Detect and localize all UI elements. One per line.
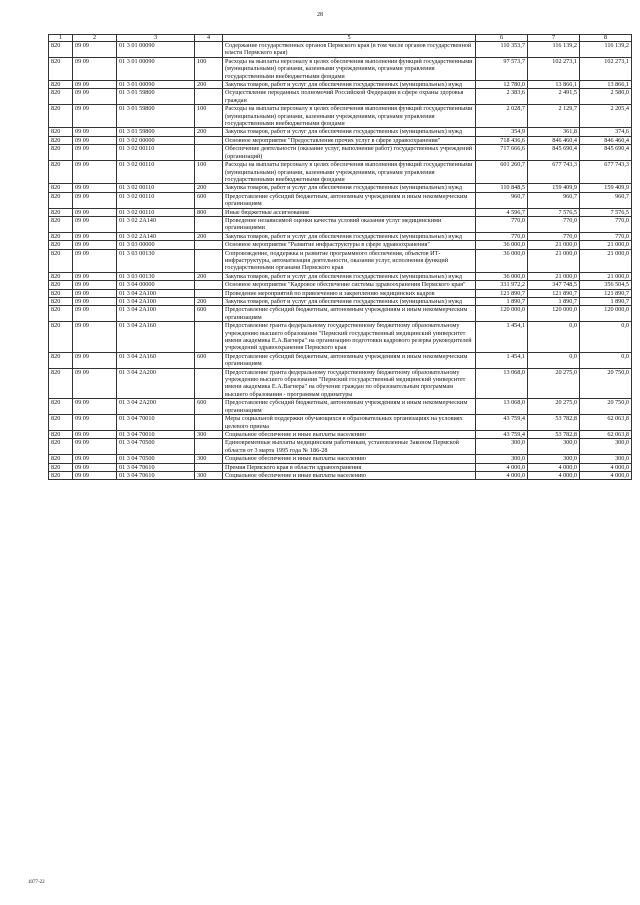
expense-type-cell [195, 249, 223, 272]
section-code-cell: 09 09 [73, 208, 117, 216]
amount-year1-cell: 110 848,5 [476, 184, 528, 192]
amount-year1-cell: 1 454,1 [476, 352, 528, 368]
description-cell: Закупка товаров, работ и услуг для обеспечения государственных (муниципальных) нужд [223, 184, 476, 192]
description-cell: Предоставление субсидий бюджетным, автономным учреждениям и иным некоммерческим организациям [223, 306, 476, 322]
ministry-code-cell: 820 [49, 306, 73, 322]
amount-year2-cell: 770,0 [528, 216, 580, 232]
amount-year2-cell: 2 129,7 [528, 105, 580, 128]
expense-type-cell [195, 281, 223, 289]
target-article-cell: 01 3 04 70500 [117, 455, 195, 463]
amount-year3-cell: 62 063,8 [580, 415, 632, 431]
amount-year2-cell: 20 275,0 [528, 399, 580, 415]
amount-year3-cell: 356 504,5 [580, 281, 632, 289]
expense-type-cell [195, 368, 223, 399]
target-article-cell: 01 3 04 70010 [117, 415, 195, 431]
amount-year1-cell: 331 972,2 [476, 281, 528, 289]
target-article-cell: 01 3 02 2А140 [117, 216, 195, 232]
target-article-cell: 01 3 01 00090 [117, 81, 195, 89]
amount-year1-cell: 770,0 [476, 232, 528, 240]
target-article-cell: 01 3 01 59800 [117, 89, 195, 105]
section-code-cell: 09 09 [73, 81, 117, 89]
description-cell: Предоставление субсидий бюджетным, автономным учреждениям и иным некоммерческим организациям [223, 192, 476, 208]
expense-type-cell: 600 [195, 352, 223, 368]
description-cell: Основное мероприятие "Кадровое обеспечение системы здравоохранения Пермского края" [223, 281, 476, 289]
expense-type-cell: 600 [195, 192, 223, 208]
target-article-cell: 01 3 01 00090 [117, 57, 195, 80]
amount-year3-cell: 960,7 [580, 192, 632, 208]
ministry-code-cell: 820 [49, 298, 73, 306]
table-row [49, 161, 632, 184]
section-code-cell: 09 09 [73, 322, 117, 353]
section-code-cell: 09 09 [73, 145, 117, 161]
amount-year2-cell: 21 000,0 [528, 272, 580, 280]
ministry-code-cell: 820 [49, 281, 73, 289]
amount-year2-cell: 21 000,0 [528, 241, 580, 249]
amount-year2-cell: 21 000,0 [528, 249, 580, 272]
ministry-code-cell: 820 [49, 471, 73, 479]
description-cell: Закупка товаров, работ и услуг для обеспечения государственных (муниципальных) нужд [223, 128, 476, 136]
description-cell: Закупка товаров, работ и услуг для обеспечения государственных (муниципальных) нужд [223, 232, 476, 240]
amount-year2-cell: 960,7 [528, 192, 580, 208]
section-code-cell: 09 09 [73, 105, 117, 128]
table-row [49, 298, 632, 306]
expense-type-cell [195, 322, 223, 353]
table-row [49, 415, 632, 431]
amount-year2-cell: 361,8 [528, 128, 580, 136]
table-row [49, 232, 632, 240]
amount-year1-cell: 121 890,7 [476, 289, 528, 297]
amount-year2-cell: 1 890,7 [528, 298, 580, 306]
ministry-code-cell: 820 [49, 399, 73, 415]
expense-type-cell: 200 [195, 184, 223, 192]
amount-year3-cell: 7 576,5 [580, 208, 632, 216]
table-row [49, 352, 632, 368]
amount-year3-cell: 300,0 [580, 455, 632, 463]
amount-year3-cell: 20 750,0 [580, 399, 632, 415]
section-code-cell: 09 09 [73, 399, 117, 415]
amount-year1-cell: 43 759,4 [476, 415, 528, 431]
ministry-code-cell: 820 [49, 232, 73, 240]
column-header: 7 [528, 35, 580, 42]
expense-type-cell: 600 [195, 399, 223, 415]
ministry-code-cell: 820 [49, 105, 73, 128]
description-cell: Расходы на выплаты персоналу в целях обеспечения выполнения функций государственными (муниципальными) органами, казенными учреждениями, органами управления государственными внебюджетными фондами [223, 105, 476, 128]
amount-year2-cell: 0,0 [528, 352, 580, 368]
target-article-cell: 01 3 03 00000 [117, 241, 195, 249]
table-row [49, 81, 632, 89]
description-cell: Закупка товаров, работ и услуг для обеспечения государственных (муниципальных) нужд [223, 298, 476, 306]
amount-year3-cell: 677 743,3 [580, 161, 632, 184]
amount-year3-cell: 21 000,0 [580, 272, 632, 280]
table-row [49, 368, 632, 399]
amount-year1-cell: 4 000,0 [476, 463, 528, 471]
target-article-cell: 01 3 02 00110 [117, 161, 195, 184]
amount-year3-cell: 845 690,4 [580, 145, 632, 161]
amount-year2-cell: 7 576,5 [528, 208, 580, 216]
description-cell: Расходы на выплаты персоналу в целях обеспечения выполнения функций государственными (муниципальными) органами, казенными учреждениями, органами управления государственными внебюджетными фондами [223, 161, 476, 184]
ministry-code-cell: 820 [49, 463, 73, 471]
ministry-code-cell: 820 [49, 430, 73, 438]
expense-type-cell [195, 42, 223, 58]
expense-type-cell: 200 [195, 128, 223, 136]
ministry-code-cell: 820 [49, 161, 73, 184]
section-code-cell: 09 09 [73, 368, 117, 399]
column-header: 8 [580, 35, 632, 42]
expense-type-cell [195, 415, 223, 431]
footer-code: 1077-22 [28, 880, 45, 885]
amount-year3-cell: 374,6 [580, 128, 632, 136]
amount-year3-cell: 159 409,9 [580, 184, 632, 192]
ministry-code-cell: 820 [49, 57, 73, 80]
description-cell: Предоставление субсидий бюджетным, автономным учреждениям и иным некоммерческим организациям [223, 399, 476, 415]
amount-year2-cell: 159 409,9 [528, 184, 580, 192]
expense-type-cell: 800 [195, 208, 223, 216]
ministry-code-cell: 820 [49, 145, 73, 161]
column-header: 6 [476, 35, 528, 42]
budget-table [48, 34, 632, 480]
column-header: 2 [73, 35, 117, 42]
description-cell: Премия Пермского края в области здравоохранения [223, 463, 476, 471]
column-header: 5 [223, 35, 476, 42]
amount-year2-cell: 120 000,0 [528, 306, 580, 322]
target-article-cell: 01 3 04 70610 [117, 463, 195, 471]
amount-year3-cell: 120 000,0 [580, 306, 632, 322]
section-code-cell: 09 09 [73, 216, 117, 232]
section-code-cell: 09 09 [73, 128, 117, 136]
amount-year3-cell: 770,0 [580, 216, 632, 232]
description-cell: Социальное обеспечение и иные выплаты населению [223, 430, 476, 438]
amount-year1-cell: 300,0 [476, 439, 528, 455]
expense-type-cell [195, 463, 223, 471]
target-article-cell: 01 3 03 00130 [117, 249, 195, 272]
section-code-cell: 09 09 [73, 281, 117, 289]
amount-year2-cell: 845 690,4 [528, 145, 580, 161]
description-cell: Сопровождение, поддержка и развитие программного обеспечения, объектов ИТ-инфраструктуры, автоматизация деятельности, оказания услуг, исполнения функций государственными органами Пермского края [223, 249, 476, 272]
section-code-cell: 09 09 [73, 415, 117, 431]
section-code-cell: 09 09 [73, 298, 117, 306]
amount-year3-cell: 0,0 [580, 322, 632, 353]
description-cell: Содержание государственных органов Пермского края (в том числе органов государственной власти Пермского края) [223, 42, 476, 58]
table-row [49, 455, 632, 463]
description-cell: Предоставление гранта федеральному государственному бюджетному образовательному учреждению высшего образования "Пермский государственный медицинский университет имени академика Е.А.Вагнера" на организацию подготовки кадрового резерва руководителей учреждений здравоохранения Пермского края [223, 322, 476, 353]
target-article-cell: 01 3 04 2А100 [117, 306, 195, 322]
section-code-cell: 09 09 [73, 57, 117, 80]
section-code-cell: 09 09 [73, 439, 117, 455]
description-cell: Социальное обеспечение и иные выплаты населению [223, 455, 476, 463]
table-row [49, 322, 632, 353]
expense-type-cell: 100 [195, 105, 223, 128]
expense-type-cell: 100 [195, 57, 223, 80]
section-code-cell: 09 09 [73, 249, 117, 272]
table-row [49, 184, 632, 192]
column-header: 3 [117, 35, 195, 42]
amount-year2-cell: 53 782,8 [528, 430, 580, 438]
amount-year2-cell: 13 866,1 [528, 81, 580, 89]
amount-year1-cell: 4 596,7 [476, 208, 528, 216]
amount-year2-cell: 4 000,0 [528, 463, 580, 471]
table-row [49, 430, 632, 438]
ministry-code-cell: 820 [49, 272, 73, 280]
expense-type-cell: 200 [195, 272, 223, 280]
amount-year3-cell: 102 273,1 [580, 57, 632, 80]
ministry-code-cell: 820 [49, 352, 73, 368]
amount-year1-cell: 770,0 [476, 216, 528, 232]
amount-year3-cell: 1 890,7 [580, 298, 632, 306]
amount-year2-cell: 770,0 [528, 232, 580, 240]
amount-year1-cell: 97 573,7 [476, 57, 528, 80]
description-cell: Единовременные выплаты медицинским работникам, установленные Законом Пермской области от 3 марта 1995 года № 186-28 [223, 439, 476, 455]
page-number: 28 [317, 12, 323, 18]
section-code-cell: 09 09 [73, 42, 117, 58]
table-row [49, 272, 632, 280]
target-article-cell: 01 3 02 00110 [117, 145, 195, 161]
ministry-code-cell: 820 [49, 249, 73, 272]
table-row [49, 471, 632, 479]
amount-year3-cell: 116 139,2 [580, 42, 632, 58]
section-code-cell: 09 09 [73, 232, 117, 240]
ministry-code-cell: 820 [49, 128, 73, 136]
target-article-cell: 01 3 04 2А100 [117, 289, 195, 297]
column-header: 1 [49, 35, 73, 42]
amount-year1-cell: 110 353,7 [476, 42, 528, 58]
target-article-cell: 01 3 01 00090 [117, 42, 195, 58]
amount-year2-cell: 4 000,0 [528, 471, 580, 479]
section-code-cell: 09 09 [73, 430, 117, 438]
amount-year1-cell: 960,7 [476, 192, 528, 208]
section-code-cell: 09 09 [73, 272, 117, 280]
target-article-cell: 01 3 02 00000 [117, 136, 195, 144]
target-article-cell: 01 3 03 00130 [117, 272, 195, 280]
ministry-code-cell: 820 [49, 192, 73, 208]
expense-type-cell: 100 [195, 161, 223, 184]
amount-year2-cell: 300,0 [528, 455, 580, 463]
expense-type-cell: 300 [195, 455, 223, 463]
table-header-row [49, 35, 632, 42]
amount-year1-cell: 12 780,0 [476, 81, 528, 89]
expense-type-cell [195, 216, 223, 232]
ministry-code-cell: 820 [49, 136, 73, 144]
target-article-cell: 01 3 02 00110 [117, 208, 195, 216]
table-row [49, 136, 632, 144]
amount-year1-cell: 2 383,6 [476, 89, 528, 105]
amount-year2-cell: 2 491,5 [528, 89, 580, 105]
target-article-cell: 01 3 04 00000 [117, 281, 195, 289]
section-code-cell: 09 09 [73, 89, 117, 105]
expense-type-cell: 200 [195, 81, 223, 89]
table-row [49, 105, 632, 128]
target-article-cell: 01 3 01 59800 [117, 105, 195, 128]
description-cell: Расходы на выплаты персоналу в целях обеспечения выполнения функций государственными (муниципальными) органами, казенными учреждениями, органами управления государственными внебюджетными фондами [223, 57, 476, 80]
amount-year1-cell: 36 000,0 [476, 272, 528, 280]
section-code-cell: 09 09 [73, 289, 117, 297]
expense-type-cell [195, 439, 223, 455]
target-article-cell: 01 3 01 59800 [117, 128, 195, 136]
section-code-cell: 09 09 [73, 136, 117, 144]
table-row [49, 463, 632, 471]
amount-year1-cell: 1 454,1 [476, 322, 528, 353]
description-cell: Проведение независимой оценки качества условий оказания услуг медицинскими организациями [223, 216, 476, 232]
amount-year2-cell: 300,0 [528, 439, 580, 455]
amount-year3-cell: 20 750,0 [580, 368, 632, 399]
amount-year3-cell: 2 205,4 [580, 105, 632, 128]
ministry-code-cell: 820 [49, 415, 73, 431]
amount-year3-cell: 2 580,0 [580, 89, 632, 105]
amount-year3-cell: 846 460,4 [580, 136, 632, 144]
target-article-cell: 01 3 04 2А200 [117, 399, 195, 415]
table-row [49, 145, 632, 161]
table-row [49, 399, 632, 415]
table-row [49, 42, 632, 58]
amount-year1-cell: 120 000,0 [476, 306, 528, 322]
target-article-cell: 01 3 02 00110 [117, 192, 195, 208]
description-cell: Предоставление субсидий бюджетным, автономным учреждениям и иным некоммерческим организациям [223, 352, 476, 368]
description-cell: Основное мероприятие "Развитие инфраструктуры в сфере здравоохранения" [223, 241, 476, 249]
amount-year1-cell: 36 000,0 [476, 249, 528, 272]
description-cell: Проведение мероприятий по привлечению и закреплению медицинских кадров [223, 289, 476, 297]
ministry-code-cell: 820 [49, 89, 73, 105]
ministry-code-cell: 820 [49, 289, 73, 297]
ministry-code-cell: 820 [49, 439, 73, 455]
target-article-cell: 01 3 04 2А160 [117, 322, 195, 353]
section-code-cell: 09 09 [73, 471, 117, 479]
amount-year2-cell: 121 890,7 [528, 289, 580, 297]
ministry-code-cell: 820 [49, 322, 73, 353]
amount-year3-cell: 4 000,0 [580, 471, 632, 479]
target-article-cell: 01 3 02 00110 [117, 184, 195, 192]
table-row [49, 128, 632, 136]
description-cell: Основное мероприятие "Предоставление прочих услуг в сфере здравоохранения" [223, 136, 476, 144]
ministry-code-cell: 820 [49, 216, 73, 232]
expense-type-cell [195, 241, 223, 249]
amount-year1-cell: 36 000,0 [476, 241, 528, 249]
amount-year2-cell: 53 782,8 [528, 415, 580, 431]
ministry-code-cell: 820 [49, 208, 73, 216]
amount-year1-cell: 717 666,6 [476, 145, 528, 161]
ministry-code-cell: 820 [49, 42, 73, 58]
table-row [49, 241, 632, 249]
amount-year2-cell: 102 273,1 [528, 57, 580, 80]
table-row [49, 57, 632, 80]
amount-year3-cell: 4 000,0 [580, 463, 632, 471]
amount-year2-cell: 846 460,4 [528, 136, 580, 144]
amount-year2-cell: 0,0 [528, 322, 580, 353]
amount-year1-cell: 300,0 [476, 455, 528, 463]
expense-type-cell: 200 [195, 232, 223, 240]
table-row [49, 439, 632, 455]
ministry-code-cell: 820 [49, 241, 73, 249]
target-article-cell: 01 3 04 70010 [117, 430, 195, 438]
column-header: 4 [195, 35, 223, 42]
section-code-cell: 09 09 [73, 306, 117, 322]
target-article-cell: 01 3 04 2А160 [117, 352, 195, 368]
table-row [49, 289, 632, 297]
expense-type-cell: 300 [195, 430, 223, 438]
expense-type-cell [195, 89, 223, 105]
amount-year3-cell: 21 000,0 [580, 241, 632, 249]
amount-year1-cell: 601 260,7 [476, 161, 528, 184]
amount-year2-cell: 20 275,0 [528, 368, 580, 399]
amount-year1-cell: 13 068,0 [476, 368, 528, 399]
table-row [49, 192, 632, 208]
table-row [49, 216, 632, 232]
description-cell: Социальное обеспечение и иные выплаты населению [223, 471, 476, 479]
section-code-cell: 09 09 [73, 463, 117, 471]
target-article-cell: 01 3 04 2А100 [117, 298, 195, 306]
description-cell: Иные бюджетные ассигнования [223, 208, 476, 216]
table-row [49, 89, 632, 105]
amount-year1-cell: 13 068,0 [476, 399, 528, 415]
amount-year2-cell: 116 139,2 [528, 42, 580, 58]
amount-year3-cell: 13 866,1 [580, 81, 632, 89]
expense-type-cell: 200 [195, 298, 223, 306]
target-article-cell: 01 3 04 70610 [117, 471, 195, 479]
expense-type-cell [195, 289, 223, 297]
description-cell: Предоставление гранта федеральному государственному бюджетному образовательному учреждению высшего образования "Пермский государственный медицинский университет имени академика Е.А.Вагнера" на обучение граждан по образовательным программам высшего образования - программам ординатуры [223, 368, 476, 399]
description-cell: Закупка товаров, работ и услуг для обеспечения государственных (муниципальных) нужд [223, 272, 476, 280]
ministry-code-cell: 820 [49, 184, 73, 192]
section-code-cell: 09 09 [73, 192, 117, 208]
amount-year1-cell: 2 028,7 [476, 105, 528, 128]
expense-type-cell: 300 [195, 471, 223, 479]
amount-year3-cell: 0,0 [580, 352, 632, 368]
amount-year3-cell: 770,0 [580, 232, 632, 240]
amount-year1-cell: 718 436,6 [476, 136, 528, 144]
amount-year1-cell: 43 759,4 [476, 430, 528, 438]
amount-year1-cell: 1 890,7 [476, 298, 528, 306]
target-article-cell: 01 3 04 2А200 [117, 368, 195, 399]
description-cell: Обеспечение деятельности (оказание услуг, выполнение работ) государственных учреждений (организаций) [223, 145, 476, 161]
amount-year1-cell: 354,9 [476, 128, 528, 136]
amount-year3-cell: 21 000,0 [580, 249, 632, 272]
target-article-cell: 01 3 04 70500 [117, 439, 195, 455]
expense-type-cell [195, 145, 223, 161]
amount-year2-cell: 347 748,5 [528, 281, 580, 289]
description-cell: Осуществление переданных полномочий Российской Федерации в сфере охраны здоровья граждан [223, 89, 476, 105]
section-code-cell: 09 09 [73, 241, 117, 249]
amount-year3-cell: 62 063,8 [580, 430, 632, 438]
amount-year1-cell: 4 000,0 [476, 471, 528, 479]
amount-year2-cell: 677 743,3 [528, 161, 580, 184]
table-row [49, 306, 632, 322]
section-code-cell: 09 09 [73, 184, 117, 192]
section-code-cell: 09 09 [73, 352, 117, 368]
table-row [49, 281, 632, 289]
amount-year3-cell: 121 890,7 [580, 289, 632, 297]
target-article-cell: 01 3 02 2А140 [117, 232, 195, 240]
amount-year3-cell: 300,0 [580, 439, 632, 455]
expense-type-cell [195, 136, 223, 144]
description-cell: Меры социальной поддержки обучающихся в образовательных организациях на условиях целевого приема [223, 415, 476, 431]
expense-type-cell: 600 [195, 306, 223, 322]
ministry-code-cell: 820 [49, 368, 73, 399]
description-cell: Закупка товаров, работ и услуг для обеспечения государственных (муниципальных) нужд [223, 81, 476, 89]
table-row [49, 208, 632, 216]
section-code-cell: 09 09 [73, 455, 117, 463]
ministry-code-cell: 820 [49, 455, 73, 463]
section-code-cell: 09 09 [73, 161, 117, 184]
table-row [49, 249, 632, 272]
ministry-code-cell: 820 [49, 81, 73, 89]
